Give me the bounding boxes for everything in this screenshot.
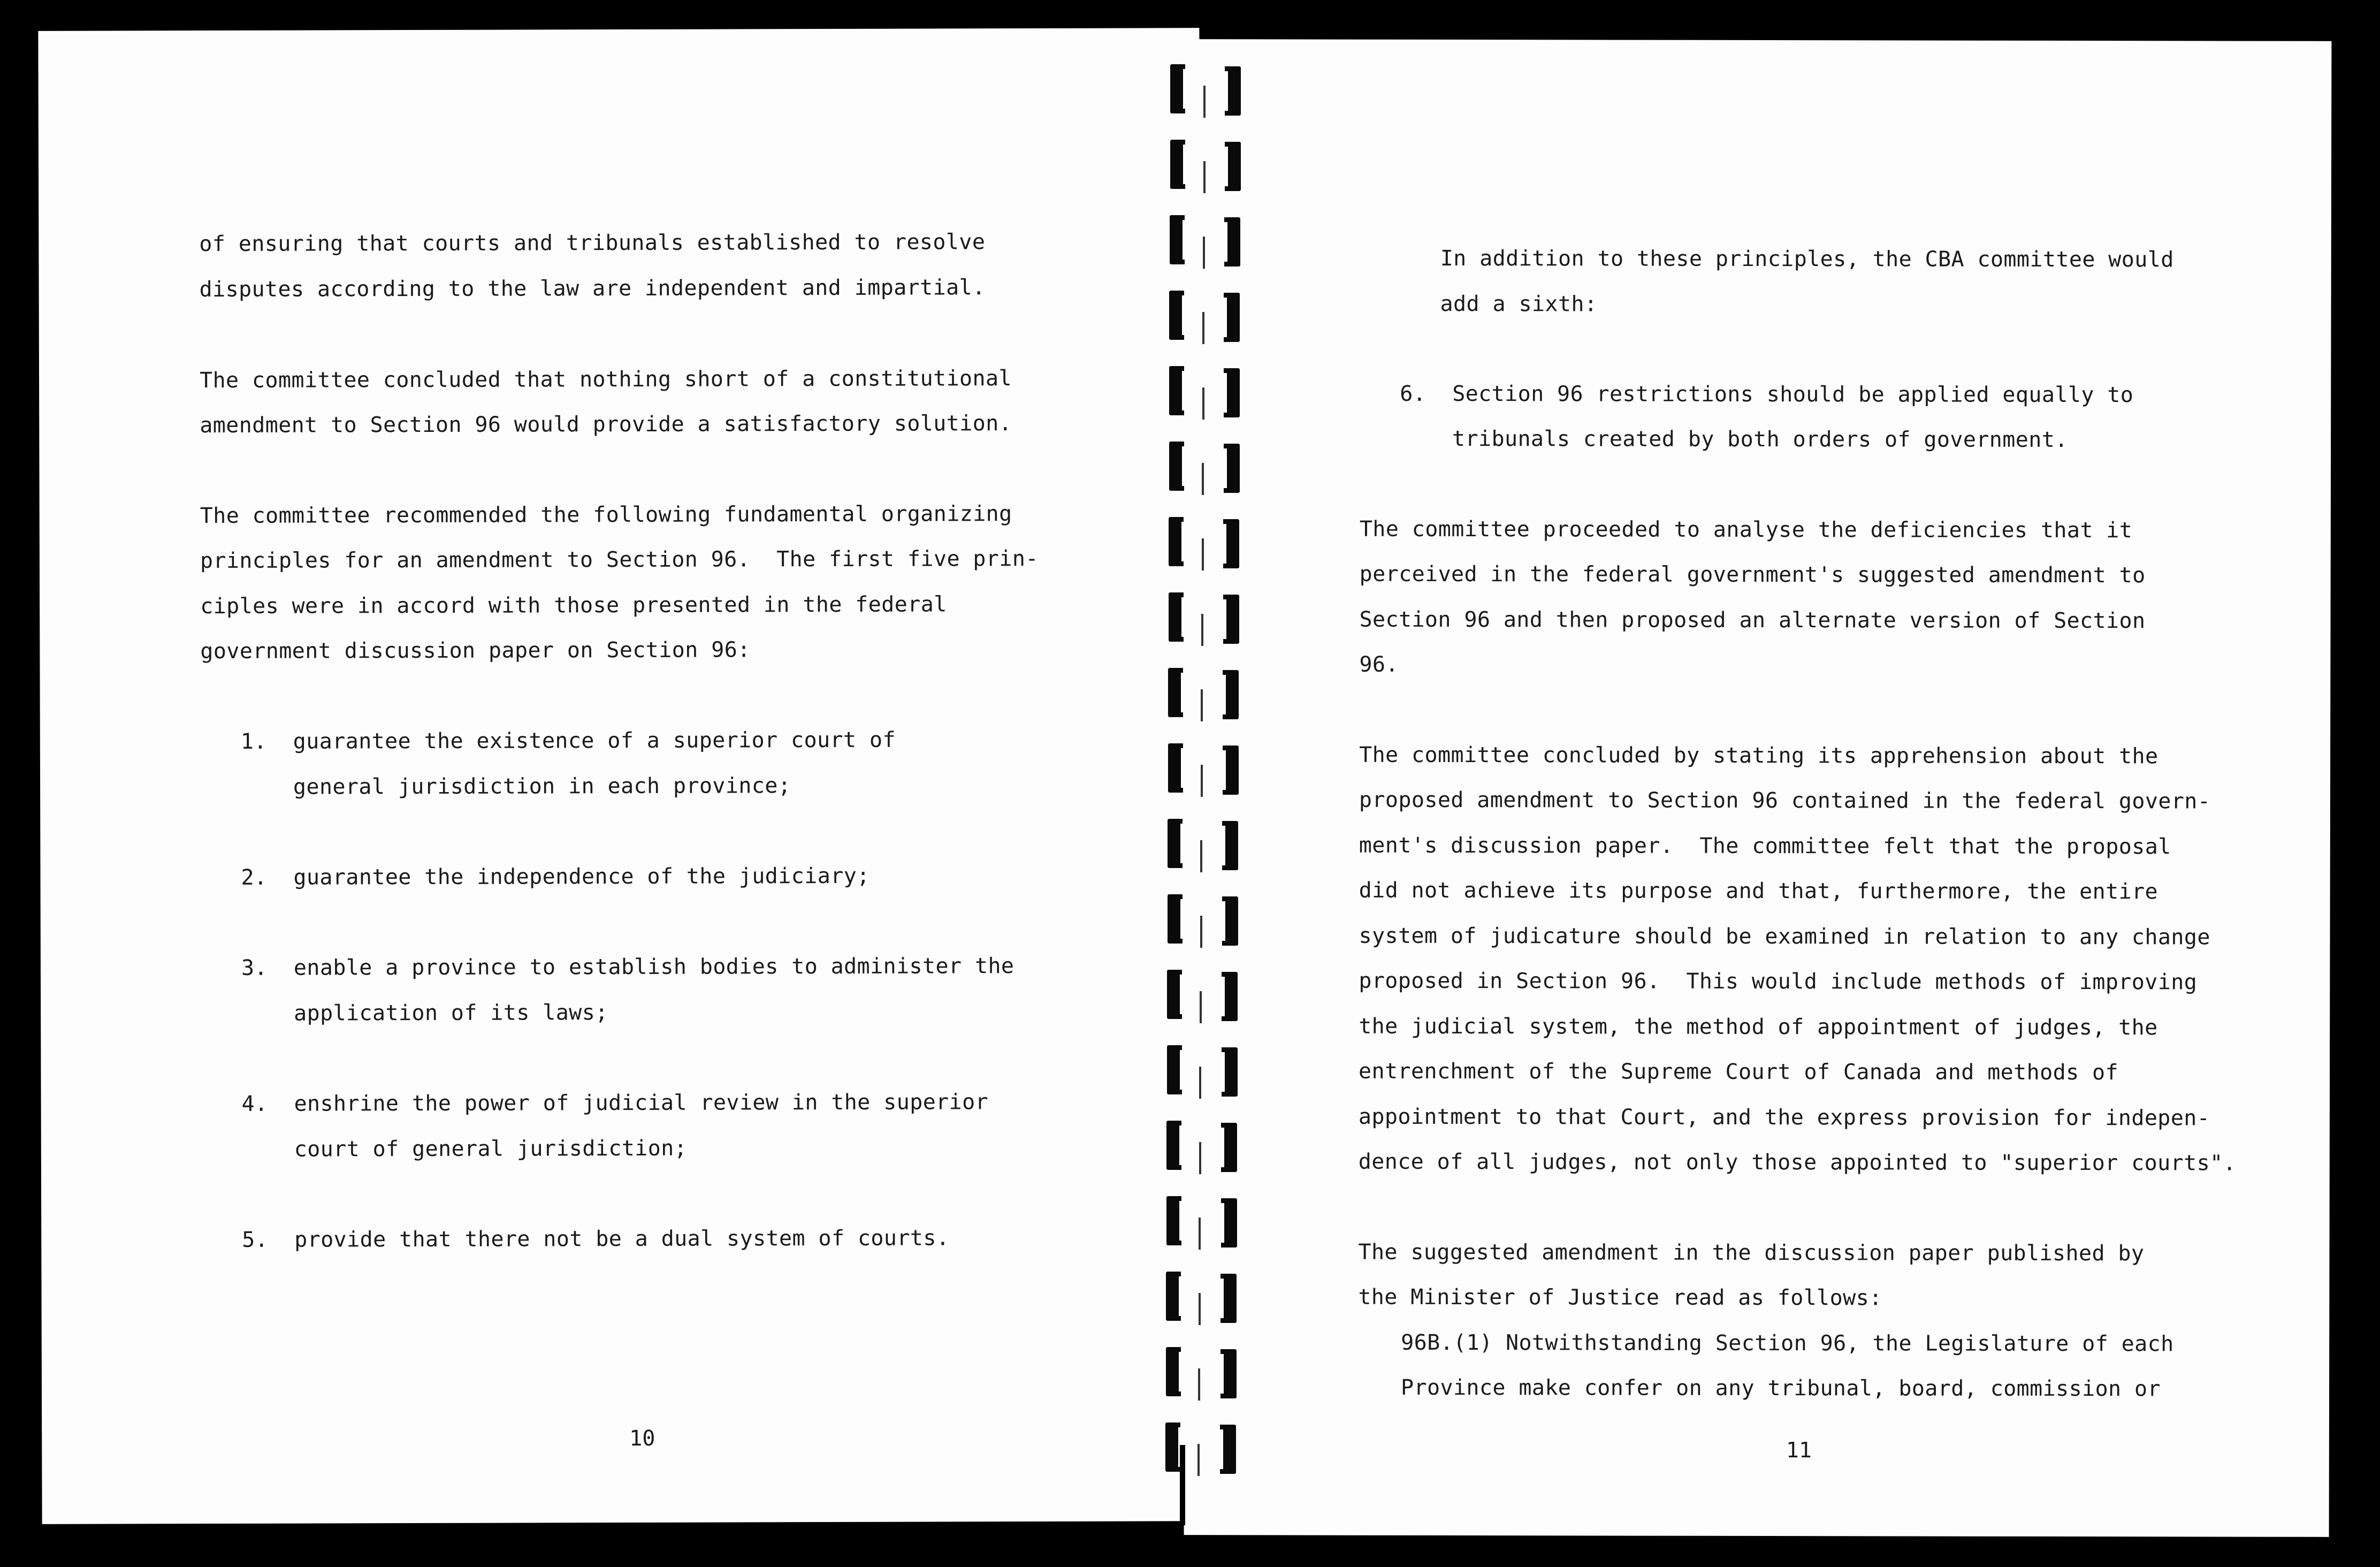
list-item: general jurisdiction in each province; [240,773,791,800]
binding-spine [1198,1368,1200,1401]
binding-spine [1197,1444,1200,1476]
binding-coil [1226,746,1239,795]
binding-coil [1224,1274,1237,1323]
list-item: 3. enable a province to establish bodies to administer the [241,954,1014,980]
list-item: application of its laws; [241,1000,608,1026]
binding-spine [1200,991,1202,1023]
binding-coil [1168,668,1181,717]
text-line: entrenchment of the Supreme Court of Canada and methods of [1359,1059,2119,1085]
binding-coil [1227,293,1240,342]
binding-coil [1228,142,1241,191]
text-line: perceived in the federal government's suggested amendment to [1359,561,2146,588]
text-line: 96B.(1) Notwithstanding Section 96, the Legislature of each [1401,1330,2174,1357]
text-line: The suggested amendment in the discussion paper published by [1358,1239,2145,1266]
binding-coil [1226,519,1239,568]
binding-coil [1169,366,1182,415]
binding-coil [1166,1272,1179,1321]
binding-coil [1227,444,1240,493]
binding-coil [1224,1123,1237,1172]
binding-coil [1170,140,1183,189]
binding-coil [1165,1423,1178,1472]
binding-coil [1228,66,1241,116]
binding-spine [1201,689,1203,721]
text-line: Province make confer on any tribunal, board, commission or [1401,1375,2161,1402]
binding-spine [1203,237,1205,269]
binding-coil [1225,972,1238,1021]
binding-spine [1200,916,1202,948]
binding-spine [1202,387,1204,420]
binding-coil [1169,517,1181,566]
text-line: dence of all judges, not only those appointed to "superior courts". [1358,1149,2237,1176]
list-item: 6. Section 96 restrictions should be applied equally to [1400,381,2134,408]
binding-coil [1224,1198,1237,1247]
text-line: The committee proceeded to analyse the deficiencies that it [1359,516,2133,543]
binding-coil [1167,1045,1180,1094]
list-item: 2. guarantee the independence of the judiciary; [241,863,870,890]
binding-coil [1227,217,1240,267]
binding-coil [1169,592,1181,642]
binding-spine [1201,614,1203,646]
text-line: ment's discussion paper. The committee felt that the proposal [1359,833,2171,859]
text-line: amendment to Section 96 would provide a satisfactory solution. [200,411,1012,438]
binding-coil [1224,1349,1237,1398]
binding-coil [1169,291,1182,340]
text-line: government discussion paper on Section 96: [200,637,751,664]
binding-spine [1203,161,1206,193]
binding-spine [1202,312,1204,344]
list-item: 4. enshrine the power of judicial review in the superior [241,1090,989,1116]
right-page [1184,39,2332,1537]
binding-spine [1199,1142,1201,1174]
binding-coil [1166,1347,1179,1396]
text-line: add a sixth: [1440,291,1598,317]
binding-spine [1203,86,1206,118]
binding-coil [1167,970,1180,1019]
binding-coil [1166,1196,1179,1245]
binding-coil [1225,821,1238,870]
list-item: 5. provide that there not be a dual system of courts. [242,1226,950,1252]
text-line: proposed amendment to Section 96 contained in the federal govern- [1359,787,2211,814]
page-number: 11 [1786,1438,1812,1463]
text-line: the judicial system, the method of appointment of judges, the [1359,1014,2158,1040]
binding-spine [1199,1218,1201,1250]
binding-coil [1226,595,1239,644]
list-item: 1. guarantee the existence of a superior court of [240,727,896,754]
list-item: tribunals created by both orders of government. [1400,426,2068,453]
binding-coil [1166,1121,1179,1170]
text-line: of ensuring that courts and tribunals established to resolve [199,230,986,257]
binding-spine [1201,765,1203,797]
binding-spine [1199,1293,1201,1325]
page-number: 10 [629,1426,655,1451]
binding-spine [1200,840,1202,872]
text-line: principles for an amendment to Section 96. The first five prin- [200,546,1039,574]
binding-coil [1168,894,1180,944]
text-line: The committee concluded by stating its apprehension about the [1359,742,2158,769]
text-line: did not achieve its purpose and that, furthermore, the entire [1359,878,2158,904]
binding-coil [1226,670,1239,719]
binding-spine [1202,538,1204,570]
binding-coil [1170,64,1183,113]
text-line: 96. [1359,652,1399,677]
text-line: Section 96 and then proposed an alternate version of Section [1359,607,2146,634]
text-line: proposed in Section 96. This would include methods of improving [1359,968,2198,995]
list-item: court of general jurisdiction; [241,1136,688,1162]
text-line: The committee recommended the following fundamental organizing [200,501,1012,529]
text-line: disputes according to the law are independent and impartial. [199,275,986,302]
binding-coil [1223,1425,1236,1474]
binding-spine [1202,463,1204,495]
text-line: In addition to these principles, the CBA committee would [1440,246,2174,272]
binding-coil [1170,215,1183,264]
text-line: ciples were in accord with those presented in the federal [200,592,947,619]
text-line: system of judicature should be examined in relation to any change [1359,923,2210,950]
text-line: The committee concluded that nothing short of a constitutional [200,366,1012,393]
text-line: appointment to that Court, and the express provision for indepen- [1358,1104,2210,1131]
spiral-binding [1158,56,1255,1523]
binding-coil [1227,368,1240,417]
binding-coil [1168,743,1181,793]
left-page [38,28,1203,1524]
text-line: the Minister of Justice read as follows: [1358,1284,1882,1311]
binding-coil [1225,1047,1238,1097]
binding-spine [1199,1067,1201,1099]
binding-coil [1168,819,1180,868]
binding-coil [1225,896,1238,946]
binding-coil [1169,442,1182,491]
